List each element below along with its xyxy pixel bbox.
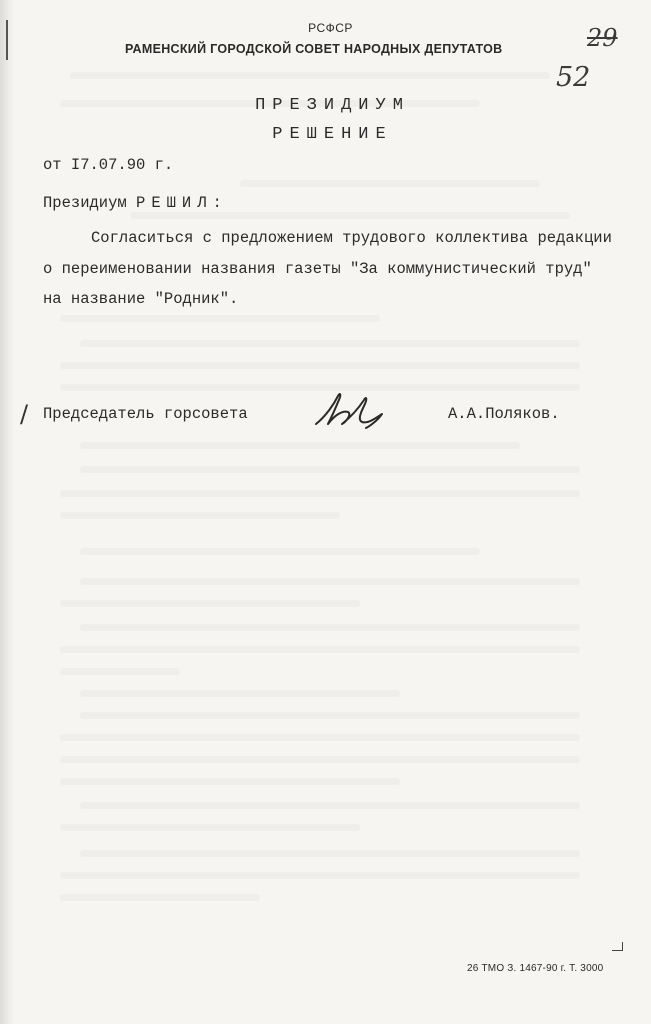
bleed-through bbox=[60, 600, 360, 607]
bleed-through bbox=[60, 824, 360, 831]
bleed-through bbox=[130, 212, 570, 219]
bleed-through bbox=[60, 734, 580, 741]
signatory-name: А.А.Поляков. bbox=[448, 405, 560, 423]
signatory-title: Председатель горсовета bbox=[43, 405, 248, 423]
bleed-through bbox=[60, 315, 380, 322]
bleed-through bbox=[60, 872, 580, 879]
paragraph-line: на название "Родник". bbox=[43, 290, 239, 308]
bleed-through bbox=[80, 578, 580, 585]
decided-line bbox=[43, 194, 228, 212]
header-council: РАМЕНСКИЙ ГОРОДСКОЙ СОВЕТ НАРОДНЫХ ДЕПУТАТОВ bbox=[125, 42, 503, 56]
paragraph-line: Согласиться с предложением трудового коллектива редакции bbox=[91, 229, 612, 247]
bleed-through bbox=[60, 668, 180, 675]
bleed-through bbox=[80, 690, 400, 697]
bleed-through bbox=[80, 466, 580, 473]
bleed-through bbox=[60, 646, 580, 653]
bleed-through bbox=[80, 624, 580, 631]
bleed-through bbox=[80, 712, 580, 719]
bleed-through bbox=[80, 850, 580, 857]
page-edge-shadow bbox=[0, 0, 14, 1024]
bleed-through bbox=[60, 756, 580, 763]
bleed-through bbox=[80, 802, 580, 809]
handwritten-page-number-crossed: 29 bbox=[587, 24, 618, 52]
paragraph-line: о переименовании названия газеты "За коммунистический труд" bbox=[43, 260, 592, 278]
title-decision: РЕШЕНИЕ bbox=[272, 125, 393, 144]
bleed-through bbox=[60, 512, 340, 519]
date-line: от I7.07.90 г. bbox=[43, 156, 174, 174]
bleed-through bbox=[60, 778, 400, 785]
print-footer: 26 ТМО З. 1467-90 г. Т. 3000 bbox=[467, 963, 604, 974]
bleed-through bbox=[80, 340, 580, 347]
bleed-through bbox=[80, 442, 520, 449]
slash-mark: / bbox=[20, 400, 29, 428]
bleed-through bbox=[60, 894, 260, 901]
decided-word: РЕШИЛ: bbox=[136, 194, 228, 212]
bleed-through bbox=[60, 362, 580, 369]
bleed-through bbox=[80, 548, 480, 555]
corner-mark bbox=[612, 942, 623, 951]
decided-label: Президиум bbox=[43, 194, 127, 212]
handwritten-signature bbox=[312, 390, 392, 432]
title-presidium: ПРЕЗИДИУМ bbox=[255, 96, 410, 115]
header-country: РСФСР bbox=[308, 21, 353, 35]
bleed-through bbox=[240, 180, 540, 187]
handwritten-page-number: 52 bbox=[556, 62, 591, 93]
bleed-through bbox=[60, 490, 580, 497]
bleed-through bbox=[70, 72, 550, 79]
